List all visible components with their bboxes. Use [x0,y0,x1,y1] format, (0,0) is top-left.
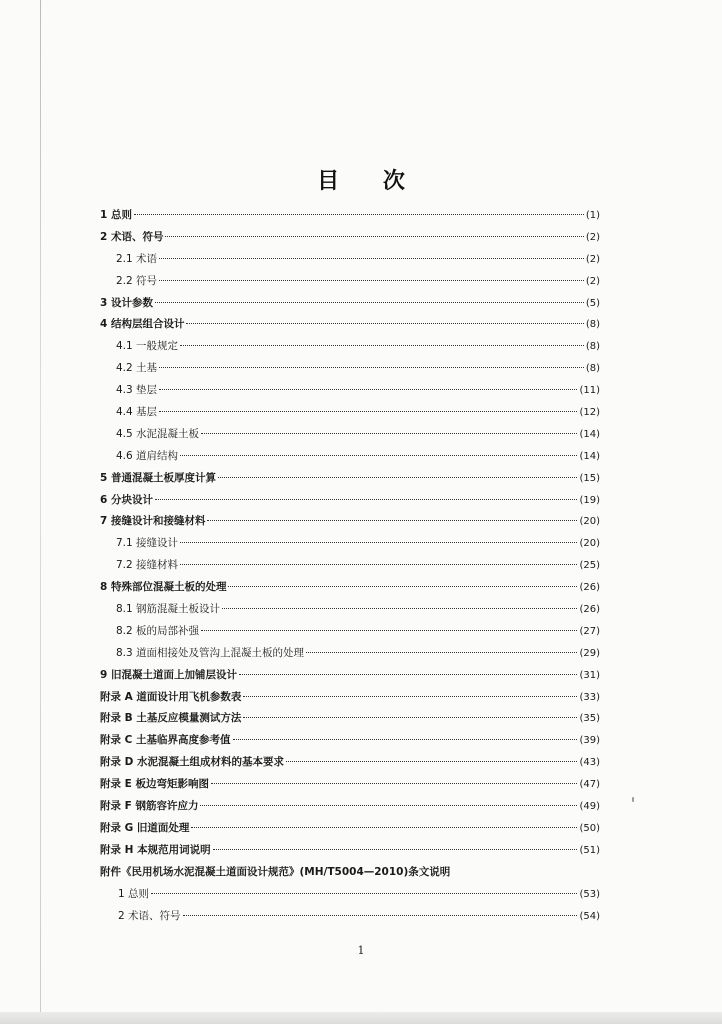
toc-dot-leader [228,585,577,587]
toc-entry-label: 2 术语、符号 [118,909,181,922]
toc-entry-label: 8.2 板的局部补强 [116,624,200,637]
toc-dot-leader [243,716,577,718]
toc-entry-page: (2) [585,275,600,287]
toc-entry [100,205,600,227]
toc-entry [100,840,600,862]
toc-entry-label: 7.2 接缝材料 [116,559,179,572]
toc-entry-label: 附录 F 钢筋容许应力 [100,800,199,813]
toc-dot-leader [180,344,584,346]
toc-dot-leader [180,541,577,543]
toc-entry-page: (8) [585,363,600,375]
toc-entry-page: (14) [579,450,600,462]
toc-entry-label: 4.1 一般规定 [116,340,179,353]
toc-entry-label: 7 接缝设计和接缝材料 [100,515,206,528]
toc-entry [100,884,600,906]
toc-entry [100,227,600,249]
toc-dot-leader [243,695,577,697]
scan-edge-left [40,0,41,1024]
toc-entry-page: (33) [579,691,600,703]
toc-dot-leader [159,366,584,368]
scan-speck [632,797,634,802]
toc-entry-label: 4.6 道肩结构 [116,449,179,462]
toc-entry [100,687,600,709]
toc-entry-page: (11) [579,385,600,397]
toc-entry [100,511,600,533]
toc-entry [100,490,600,512]
toc-entry-page: (27) [579,625,600,637]
toc-dot-leader [134,213,584,215]
toc-entry [100,358,600,380]
toc-entry-label: 4.4 基层 [116,406,158,419]
toc-dot-leader [207,519,577,521]
page-number: 1 [357,944,365,957]
toc-entry-label: 2 术语、符号 [100,230,164,243]
toc-entry [100,380,600,402]
toc-entry [100,424,600,446]
toc-entry-page: (25) [579,560,600,572]
toc-dot-leader [201,432,577,434]
toc-entry [100,752,600,774]
toc-entry-page: (2) [585,231,600,243]
toc-entry-page: (20) [579,516,600,528]
toc-entry-page: (26) [579,604,600,616]
toc-dot-leader [159,279,584,281]
toc-entry [100,796,600,818]
toc-dot-leader [211,782,577,784]
toc-entry-page: (19) [579,494,600,506]
toc-entry [100,643,600,665]
toc-dot-leader [218,476,578,478]
toc-dot-leader [201,629,577,631]
toc-entry-label: 4 结构层组合设计 [100,318,185,331]
toc-entry-label: 附录 C 土基临界高度参考值 [100,734,231,747]
toc-entry-label: 4.2 土基 [116,362,158,375]
toc-entry-label: 附录 A 道面设计用飞机参数表 [100,690,242,703]
toc-dot-leader [159,410,577,412]
toc-dot-leader [180,563,577,565]
toc-entry-page: (54) [579,910,600,922]
toc-entry [100,621,600,643]
toc-dot-leader [213,848,578,850]
toc-entry-label: 4.5 水泥混凝土板 [116,427,200,440]
toc-entry-page: (29) [579,647,600,659]
toc-dot-leader [200,804,577,806]
toc-entry-page: (39) [579,735,600,747]
table-of-contents [100,205,600,927]
toc-dot-leader [186,322,583,324]
toc-entry-page: (47) [579,779,600,791]
toc-entry [100,906,600,928]
toc-dot-leader [151,892,577,894]
toc-dot-leader [180,454,577,456]
toc-entry-page: (8) [585,319,600,331]
toc-dot-leader [155,498,578,500]
toc-entry-page: (31) [579,669,600,681]
toc-entry-label: 2.1 术语 [116,252,158,265]
toc-entry [100,599,600,621]
toc-entry-label: 附录 D 水泥混凝土组成材料的基本要求 [100,756,285,769]
toc-dot-leader [222,607,577,609]
toc-entry-label: 6 分块设计 [100,493,153,506]
toc-entry-label: 4.3 垫层 [116,384,158,397]
toc-entry-label: 1 总则 [118,887,150,900]
toc-entry-label: 8.1 钢筋混凝土板设计 [116,603,221,616]
toc-entry-page: (14) [579,428,600,440]
toc-entry [100,774,600,796]
toc-entry-page: (1) [585,210,600,221]
toc-entry-label: 8.3 道面相接处及管沟上混凝土板的处理 [116,646,305,659]
toc-entry-page: (50) [579,822,600,834]
toc-entry [100,402,600,424]
toc-entry-label: 9 旧混凝土道面上加铺层设计 [100,668,237,681]
toc-entry [100,665,600,687]
toc-dot-leader [233,738,578,740]
toc-entry [100,708,600,730]
toc-entry [100,314,600,336]
toc-entry-page: (53) [579,888,600,900]
toc-entry-label: 附件《民用机场水泥混凝土道面设计规范》(MH/T5004—2010)条文说明 [100,865,451,878]
toc-entry-page: (8) [585,341,600,353]
toc-entry-page: (49) [579,801,600,813]
toc-entry [100,730,600,752]
toc-entry-page: (51) [579,844,600,856]
toc-dot-leader [306,651,577,653]
toc-entry [100,446,600,468]
toc-entry-label: 8 特殊部位混凝土板的处理 [100,581,227,594]
toc-entry-page: (12) [579,407,600,419]
toc-entry [100,336,600,358]
toc-entry-page: (5) [585,297,600,309]
toc-entry-page: (2) [585,253,600,265]
toc-dot-leader [159,388,577,390]
toc-entry-label: 2.2 符号 [116,274,158,287]
toc-entry [100,577,600,599]
toc-dot-leader [239,673,578,675]
toc-entry [100,862,600,884]
toc-entry-label: 5 普通混凝土板厚度计算 [100,471,216,484]
toc-entry [100,555,600,577]
toc-entry [100,249,600,271]
toc-entry-page: (15) [579,472,600,484]
toc-entry [100,818,600,840]
scan-edge-bottom [0,1012,722,1024]
toc-entry-page: (35) [579,713,600,725]
page-title: 目 次 [317,168,423,194]
toc-entry-label: 7.1 接缝设计 [116,537,179,550]
toc-entry [100,468,600,490]
toc-entry [100,271,600,293]
toc-entry-page: (26) [579,582,600,594]
toc-entry [100,533,600,555]
toc-dot-leader [155,301,584,303]
toc-dot-leader [183,914,578,916]
toc-entry-page: (20) [579,538,600,550]
toc-entry-label: 附录 H 本规范用词说明 [100,843,211,856]
toc-entry-page: (43) [579,757,600,769]
toc-dot-leader [286,760,577,762]
toc-entry-label: 1 总则 [100,209,132,221]
toc-entry-label: 附录 B 土基反应模量测试方法 [100,712,242,725]
toc-entry [100,293,600,315]
toc-dot-leader [159,257,584,259]
toc-entry-label: 附录 E 板边弯矩影响图 [100,778,209,791]
toc-entry-label: 3 设计参数 [100,296,153,309]
toc-dot-leader [191,826,577,828]
toc-entry-label: 附录 G 旧道面处理 [100,821,190,834]
toc-dot-leader [165,235,583,237]
